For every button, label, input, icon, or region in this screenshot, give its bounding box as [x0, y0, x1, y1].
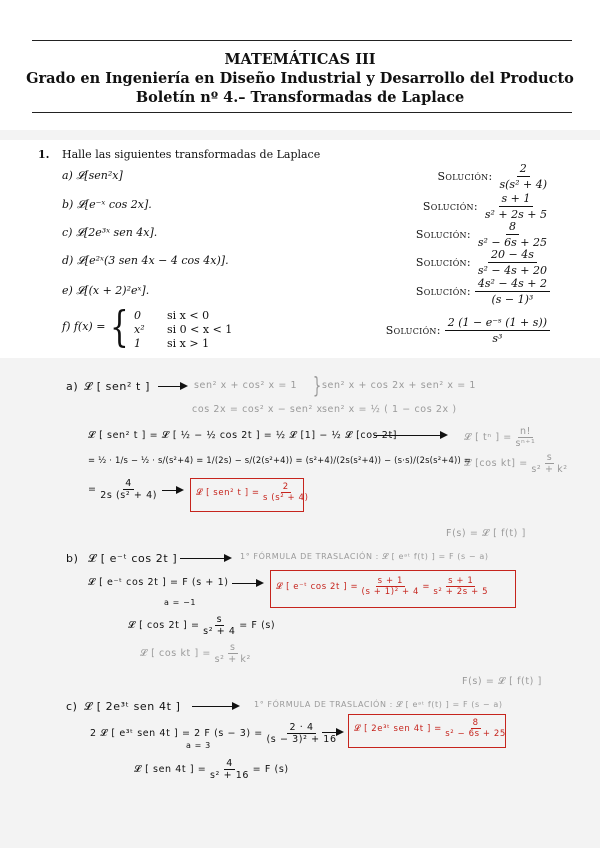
degree-title: Grado en Ingeniería en Diseño Industrial y Desarrollo del Producto: [26, 70, 574, 87]
case-2-value: x²: [134, 323, 145, 336]
solution-e-num: 4s² − 4s + 2: [475, 277, 550, 292]
solution-b-den: s² + 2s + 5: [484, 208, 547, 221]
hw-b-label: b): [66, 552, 79, 565]
hw-b-line-2: 𝓛 [ cos 2t ] = $\frac{s}{\text{s² + 4}}$ = F (s): [128, 614, 276, 637]
piecewise-brace: {: [110, 302, 129, 351]
hw-c-rule: 1° FÓRMULA DE TRASLACIÓN : 𝓛 [ eᵃᵗ f(t) ] = F (s − a): [254, 700, 503, 709]
solution-d: [416, 248, 550, 277]
solution-c-num: 8: [506, 220, 519, 235]
bulletin-title: Boletín nº 4.– Transformadas de Laplace: [135, 89, 465, 106]
solution-a-den: s(s² + 4): [499, 178, 547, 191]
hw-b-expr: 𝓛 [ e⁻ᵗ cos 2t ]: [88, 552, 178, 565]
case-1-cond: si x < 0: [167, 309, 210, 322]
problem-intro: Halle las siguientes transformadas de Laplace: [62, 148, 321, 161]
item-c: c) 𝓛[2e³ˣ sen 4x].: [62, 226, 158, 239]
case-3-cond: si x > 1: [167, 337, 210, 350]
document-header: [0, 0, 600, 130]
hw-a-identity-2: cos 2x = cos² x − sen² x: [192, 404, 323, 415]
solution-a-num: 2: [517, 162, 530, 177]
solution-d-num: 20 − 4s: [488, 248, 537, 263]
solution-b-num: s + 1: [499, 192, 534, 207]
hw-c-a: a = 3: [186, 741, 211, 750]
hw-a-line-3: = $\frac{4}{\text{2s (s² + 4)}}$: [88, 478, 158, 501]
hw-a-identity-3: sen² x + cos 2x + sen² x = 1: [322, 380, 477, 391]
solution-label: Solución:: [415, 256, 471, 269]
case-1-value: 0: [134, 309, 141, 322]
arrow-icon: [374, 435, 446, 436]
item-f-label: f) f(x) =: [62, 320, 106, 333]
hw-c-label: c): [66, 700, 78, 713]
hw-c-result: 𝓛 [ 2e³ᵗ sen 4t ] = $\frac{8}{\text{s² − 6s + 25}}$: [354, 718, 506, 739]
hw-fs-def-2: F(s) = 𝓛 [ f(t) ]: [462, 676, 542, 687]
case-3-value: 1: [134, 337, 141, 350]
item-d: d) 𝓛[e²ˣ(3 sen 4x − 4 cos 4x)].: [62, 254, 229, 267]
hw-a-identity-4: sen² x = ½ ( 1 − cos 2x ): [322, 404, 457, 415]
hw-b-a: a = −1: [164, 598, 197, 607]
case-2-cond: si 0 < x < 1: [167, 323, 233, 336]
hw-c-line-2: 𝓛 [ sen 4t ] = $\frac{4}{\text{s² + 16}}$ = F (s): [134, 758, 289, 781]
hw-b-result: 𝓛 [ e⁻ᵗ cos 2t ] = $\frac{s + 1}{\text{(s + 1)² + 4}}$ = $\frac{s + 1}{\text{s² + 2s + 5}}$: [276, 576, 489, 597]
problem-number: 1.: [38, 148, 50, 161]
arrow-icon: [322, 732, 342, 733]
item-e: e) 𝓛[(x + 2)²eˣ].: [62, 284, 150, 297]
arrow-icon: [162, 490, 182, 491]
solution-label: Solución:: [385, 324, 441, 337]
hw-a-result: 𝓛 [ sen² t ] = $\frac{2}{\text{s (s² + 4)}}$: [196, 482, 309, 503]
arrow-icon: [232, 583, 262, 584]
solution-label: Solución:: [422, 200, 478, 213]
hw-b-line-1: 𝓛 [ e⁻ᵗ cos 2t ] = F (s + 1): [88, 577, 229, 588]
solution-f-den: s³: [492, 332, 503, 345]
solution-label: Solución:: [437, 170, 493, 183]
solution-label: Solución:: [415, 285, 471, 298]
item-f: [0, 302, 600, 352]
top-rule: [32, 40, 572, 41]
solution-d-den: s² − 4s + 20: [477, 264, 547, 277]
hw-c-expr: 𝓛 [ 2e³ᵗ sen 4t ]: [84, 700, 181, 713]
course-title: MATEMÁTICAS III: [224, 51, 376, 68]
item-b: b) 𝓛[e⁻ˣ cos 2x].: [62, 198, 152, 211]
brace-icon: }: [312, 374, 322, 399]
solution-c-den: s² − 6s + 25: [477, 236, 547, 249]
hw-a-label: a): [66, 380, 79, 393]
solution-f: [386, 316, 550, 345]
solution-b: [423, 192, 550, 221]
arrow-icon: [158, 386, 186, 387]
hw-a-cos: 𝓛 [cos kt] = $\frac{s}{\text{s² + k²}}$: [464, 452, 568, 475]
solution-c: [416, 220, 550, 249]
solution-e-den: (s − 1)³: [491, 293, 534, 306]
hw-fs-def-1: F(s) = 𝓛 [ f(t) ]: [446, 528, 526, 539]
bottom-rule: [32, 112, 572, 113]
hw-a-line-2: = ½ · 1/s − ½ · s/(s²+4) = 1/(2s) − s/(2(s²+4)) = (s²+4)/(2s(s²+4)) − (s·s)/(2s(s²+4)) =: [88, 455, 472, 465]
solution-e: [416, 277, 550, 306]
arrow-icon: [180, 558, 230, 559]
hw-c-line-1: 2 𝓛 [ e³ᵗ sen 4t ] = 2 F (s − 3) = $\frac{2 \cdot 4}{\text{(s − 3)² + 16}}$: [90, 722, 337, 745]
problem-statement: [0, 140, 600, 358]
arrow-icon: [192, 706, 238, 707]
hw-a-identity-1: sen² x + cos² x = 1: [194, 380, 298, 391]
item-a: a) 𝓛[sen²x]: [62, 169, 123, 182]
solution-a: [438, 162, 550, 191]
hw-b-rule: 1° FÓRMULA DE TRASLACIÓN : 𝓛 [ eᵃᵗ f(t) ] = F (s − a): [240, 552, 489, 561]
hw-a-line-1: 𝓛 [ sen² t ] = 𝓛 [ ½ − ½ cos 2t ] = ½ 𝓛 [1] − ½ 𝓛 [cos 2t]: [88, 430, 398, 441]
hw-a-tn: 𝓛 [ tⁿ ] = $\frac{n!}{\text{sⁿ⁺¹}}$: [464, 426, 536, 449]
solution-f-num: 2 (1 − e⁻ˢ (1 + s)): [445, 316, 550, 331]
solution-label: Solución:: [415, 228, 471, 241]
hw-b-cos: 𝓛 [ cos kt ] = $\frac{s}{\text{s² + k²}}$: [140, 642, 251, 665]
hw-a-expr: 𝓛 [ sen² t ]: [84, 380, 150, 393]
